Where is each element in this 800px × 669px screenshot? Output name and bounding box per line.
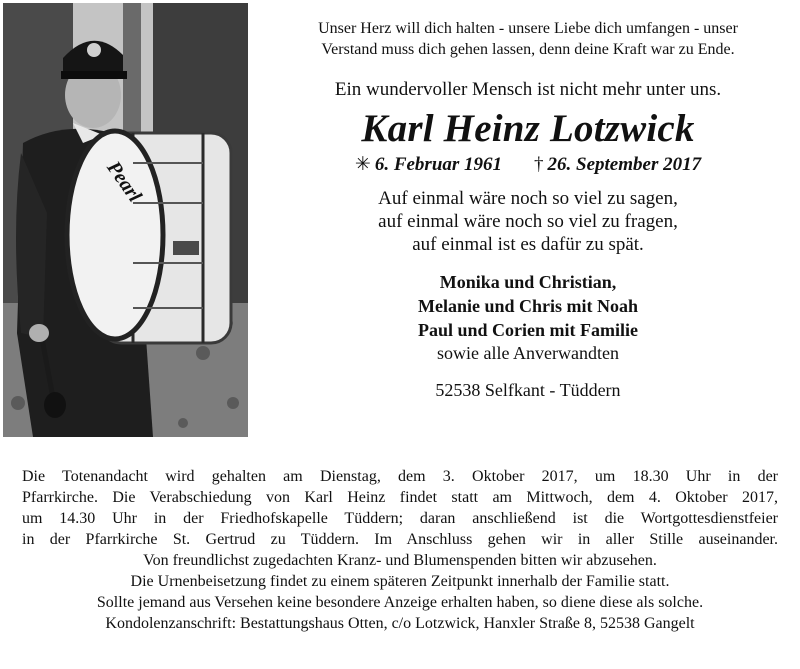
relatives-line: sowie alle Anverwandten <box>437 343 619 363</box>
verse-line: Auf einmal wäre noch so viel zu sagen, <box>378 188 678 209</box>
opening-verse-line: Unser Herz will dich halten - unsere Liebe dich umfangen - unser <box>318 20 738 37</box>
announcement-line: Sollte jemand aus Versehen keine besondere Anzeige erhalten haben, so diene diese als solche. <box>96 594 704 611</box>
birth-date: 6. Februar 1961 <box>374 154 503 175</box>
svg-text:Pearl: Pearl <box>102 157 146 207</box>
death-date: 26. September 2017 <box>547 154 702 175</box>
announcement-line: Von freundlichst zugedachten Kranz- und Blumenspenden bitten wir abzusehen. <box>143 552 657 569</box>
verse <box>256 187 800 256</box>
mourner-line: Paul und Corien mit Familie <box>418 320 638 340</box>
announcement-line: in der Pfarrkirche St. Gertrud zu Tüddern. Im Anschluss gehen wir in aller Stille auseinander. <box>22 531 778 548</box>
announcement-block <box>22 466 778 634</box>
verse-line: auf einmal ist es dafür zu spät. <box>412 234 644 255</box>
mourners-list <box>256 270 800 342</box>
portrait-photo-icon <box>3 3 248 437</box>
subtitle: Ein wundervoller Mensch ist nicht mehr unter uns. <box>334 79 722 100</box>
life-dates <box>256 153 800 177</box>
opening-verse-line: Verstand muss dich gehen lassen, denn deine Kraft war zu Ende. <box>321 41 735 58</box>
opening-verse <box>256 18 800 60</box>
announcement-line: Pfarrkirche. Die Verabschiedung von Karl Heinz findet statt am Mittwoch, dem 4. Oktober 2017, <box>22 489 778 506</box>
death-cross-icon: † <box>534 154 544 175</box>
verse-line: auf einmal wäre noch so viel zu fragen, <box>378 211 678 232</box>
announcement-line: um 14.30 Uhr in der Friedhofskapelle Tüddern; daran anschließend ist die Wortgottesdienstfeier <box>22 510 778 527</box>
mourner-line: Melanie und Chris mit Noah <box>417 296 639 316</box>
deceased-name: Karl Heinz Lotzwick <box>361 107 695 150</box>
mourner-line: Monika und Christian, <box>439 272 617 292</box>
announcement-line: Die Totenandacht wird gehalten am Dienstag, dem 3. Oktober 2017, um 18.30 Uhr in der <box>22 468 778 485</box>
birth-star-icon: ✳ <box>354 154 371 175</box>
main-text-column <box>256 18 800 401</box>
announcement-line: Die Urnenbeisetzung findet zu einem späteren Zeitpunkt innerhalb der Familie statt. <box>130 573 670 590</box>
place-line: 52538 Selfkant - Tüddern <box>435 380 621 400</box>
condolence-address: Kondolenzanschrift: Bestattungshaus Otten, c/o Lotzwick, Hanxler Straße 8, 52538 Gangelt <box>105 615 695 632</box>
portrait-photo <box>3 3 248 437</box>
